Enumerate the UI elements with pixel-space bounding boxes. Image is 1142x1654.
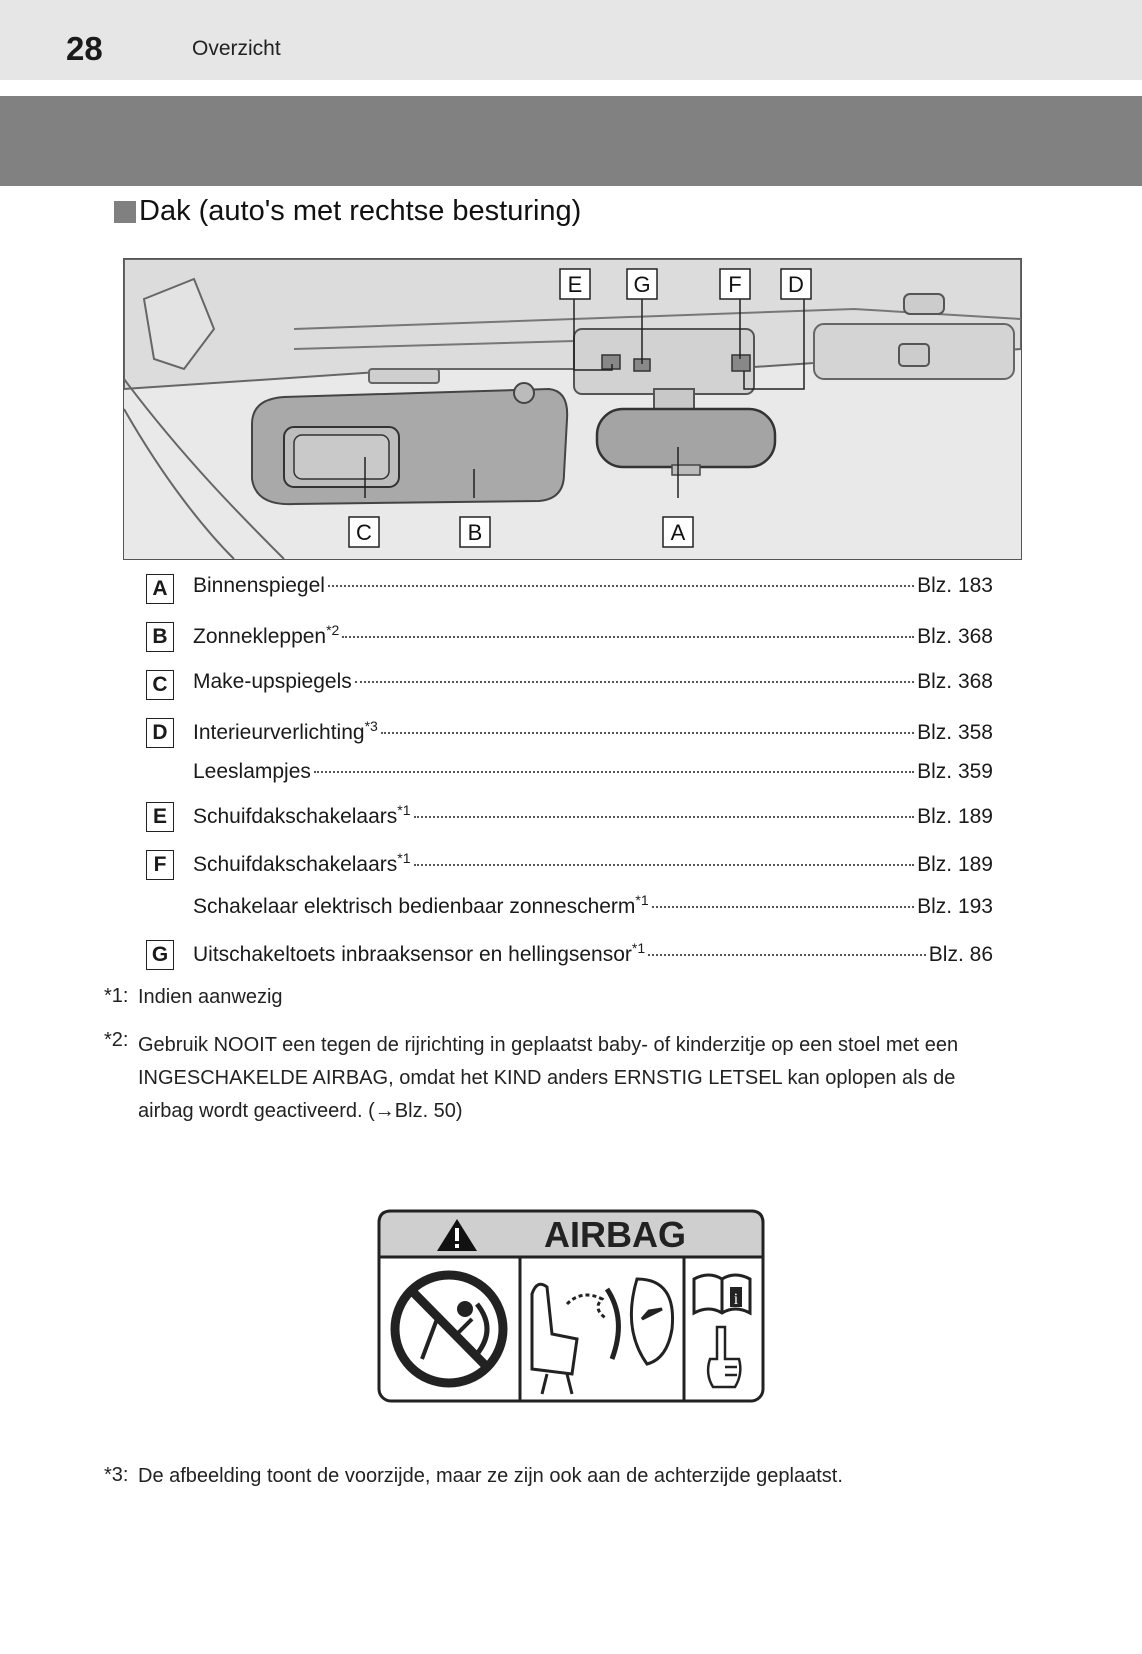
svg-text:i: i [733, 1291, 739, 1308]
list-item [143, 616, 993, 664]
roof-illustration [123, 258, 1022, 560]
item-letter: A [146, 574, 174, 604]
item-page-ref[interactable]: Blz. 86 [928, 943, 993, 966]
item-page-ref[interactable]: Blz. 193 [917, 895, 993, 918]
callout-D: D [788, 272, 804, 297]
list-item [143, 664, 993, 712]
footnote-2 [104, 1029, 958, 1128]
header-band [0, 0, 1142, 80]
list-item [143, 892, 993, 934]
footnote-mark: *3: [104, 1464, 129, 1486]
item-page-ref[interactable]: Blz. 189 [917, 805, 993, 828]
item-letter: E [146, 802, 174, 832]
item-label: Schuifdakschakelaars$^{*1}$ [193, 850, 411, 876]
callout-A: A [670, 520, 686, 545]
list-item [143, 934, 993, 982]
item-list [143, 568, 993, 982]
list-item [143, 796, 993, 844]
footnote-text: Indien aanwezig [138, 986, 283, 1008]
airbag-warning-label [377, 1209, 765, 1403]
footnote-text: De afbeelding toont de voorzijde, maar ze zijn ook aan de achterzijde geplaatst. [138, 1465, 843, 1487]
item-label: Zonnekleppen$^{*2}$ [193, 622, 340, 648]
item-label: Leeslampjes [193, 760, 311, 783]
item-letter: B [146, 622, 174, 652]
item-page-ref[interactable]: Blz. 183 [917, 574, 993, 597]
page-number: 28 [66, 30, 103, 67]
item-page-ref[interactable]: Blz. 358 [917, 721, 993, 744]
list-item [143, 844, 993, 892]
airbag-title: AIRBAG [544, 1214, 686, 1255]
section-title-text: Dak (auto's met rechtse besturing) [139, 195, 582, 227]
roof-drawing [124, 259, 1021, 559]
no-rear-facing-seat-icon [395, 1275, 503, 1383]
item-letter: G [146, 940, 174, 970]
title-square-icon [114, 201, 136, 223]
item-letter: F [146, 850, 174, 880]
section-title [114, 195, 581, 228]
callout-B: B [467, 520, 483, 545]
item-label: Schakelaar elektrisch bedienbaar zonnescherm$^{*1}$ [193, 892, 649, 918]
footnote-text: Gebruik NOOIT een tegen de rijrichting in geplaatst baby- of kinderzitje op een stoel met een INGESCHAKELDE AIRBAG, omdat het KIND anders ERNSTIG LETSEL kan oplopen als de airbag wordt geactiveerd. (→Blz. 50) [138, 1034, 959, 1122]
footnote-1 [104, 985, 283, 1009]
airbag-label-drawing [377, 1209, 765, 1403]
item-letter: C [146, 670, 174, 700]
item-page-ref[interactable]: Blz. 368 [917, 625, 993, 648]
list-item [143, 712, 993, 760]
item-page-ref[interactable]: Blz. 189 [917, 853, 993, 876]
section-name: Overzicht [192, 37, 281, 60]
section-bar [0, 96, 1142, 186]
callout-G: G [633, 272, 651, 297]
footnote-mark: *1: [104, 985, 129, 1007]
item-page-ref[interactable]: Blz. 359 [917, 760, 993, 783]
callout-C: C [356, 520, 372, 545]
item-label: Make-upspiegels [193, 670, 352, 693]
callout-E: E [567, 272, 583, 297]
item-label: Binnenspiegel [193, 574, 325, 597]
list-item [143, 760, 993, 796]
item-label: Uitschakeltoets inbraaksensor en hellingsensor$^{*1}$ [193, 940, 646, 966]
item-page-ref[interactable]: Blz. 368 [917, 670, 993, 693]
item-label: Schuifdakschakelaars$^{*1}$ [193, 802, 411, 828]
item-label: Interieurverlichting$^{*3}$ [193, 718, 378, 744]
footnote-mark: *2: [104, 1029, 129, 1051]
callout-F: F [728, 272, 742, 297]
footnote-3 [104, 1464, 843, 1488]
item-letter: D [146, 718, 174, 748]
list-item [143, 568, 993, 616]
